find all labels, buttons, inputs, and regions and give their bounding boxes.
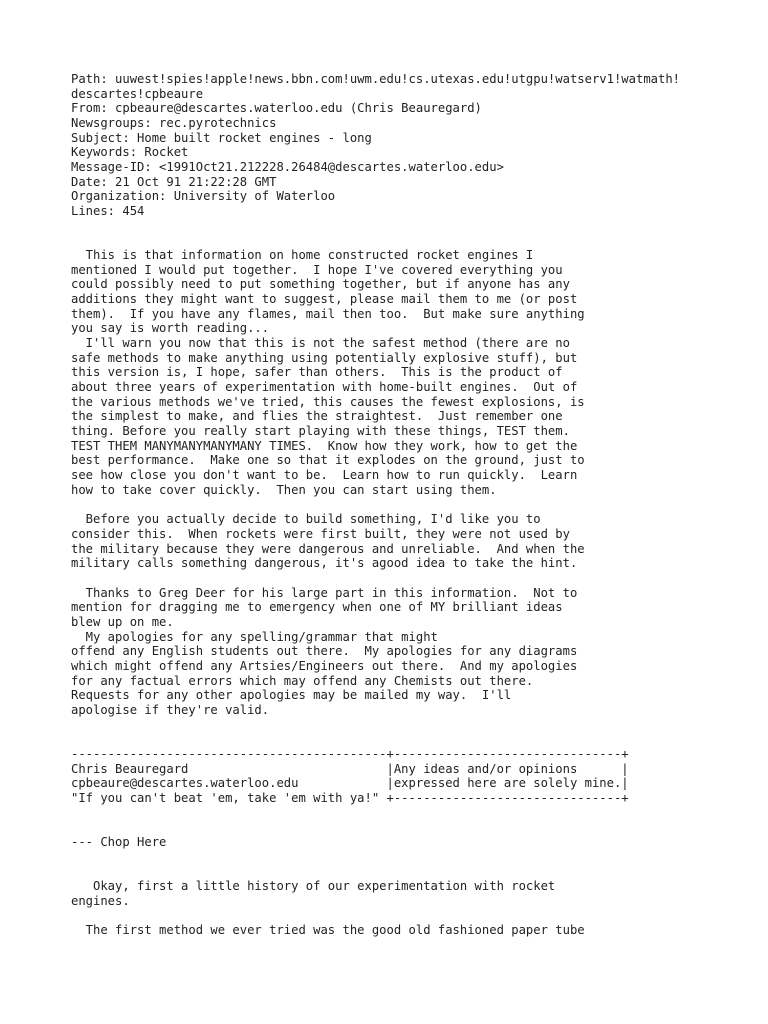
document-line: consider this. When rockets were first built, they were not used by [71,526,570,541]
document-line: Before you actually decide to build something, I'd like you to [71,512,541,527]
document-line: which might offend any Artsies/Engineers out there. And my apologies [71,658,578,673]
document-line: them). If you have any flames, mail then too. But make sure anything [71,306,585,321]
document-line: about three years of experimentation with home-built engines. Out of [71,380,578,395]
document-line [71,850,751,865]
document-line: additions they might want to suggest, please mail them to me (or post [71,292,578,307]
document-line: Thanks to Greg Deer for his large part in this information. Not to [71,585,578,600]
document-line: blew up on me. [71,614,174,629]
document-line: Path: uuwest!spies!apple!news.bbn.com!uwm.edu!cs.utexas.edu!utgpu!watserv1!watmath! [71,72,681,86]
document-line [71,806,751,821]
document-line: Lines: 454 [71,204,145,219]
document-line: apologise if they're valid. [71,702,270,717]
document-line [71,571,751,586]
document-line: cpbeaure@descartes.waterloo.edu |expressed here are solely mine.| [71,776,629,791]
document-line: offend any English students out there. My apologies for any diagrams [71,644,578,659]
document-line [71,820,751,835]
document-line: military calls something dangerous, it's agood idea to take the hint. [71,556,578,571]
document-line: Message-ID: <1991Oct21.212228.26484@descartes.waterloo.edu> [71,160,504,175]
document-line [71,732,751,747]
document-line: could possibly need to put something together, but if anyone has any [71,277,570,292]
document-line: this version is, I hope, safer than others. This is the product of [71,365,563,380]
document-line: engines. [71,893,130,908]
document-line: best performance. Make one so that it explodes on the ground, just to [71,453,585,468]
document-line: descartes!cpbeaure [71,86,204,101]
document-line: how to take cover quickly. Then you can start using them. [71,482,497,497]
document-line: I'll warn you now that this is not the safest method (there are no [71,336,570,351]
document-line: Keywords: Rocket [71,145,189,160]
document-line: Okay, first a little history of our experimentation with rocket [71,878,556,893]
document-line: From: cpbeaure@descartes.waterloo.edu (Chris Beauregard) [71,101,482,116]
document-line [71,908,751,923]
document-line: thing. Before you really start playing with these things, TEST them. [71,424,570,439]
document-page [71,72,751,938]
document-line: TEST THEM MANYMANYMANYMANY TIMES. Know how they work, how to get the [71,438,578,453]
document-line: The first method we ever tried was the good old fashioned paper tube [71,922,585,937]
document-line: Date: 21 Oct 91 21:22:28 GMT [71,174,277,189]
document-line: This is that information on home constructed rocket engines I [71,248,534,263]
document-line: the various methods we've tried, this causes the fewest explosions, is [71,394,585,409]
document-line [71,233,751,248]
document-line: the military because they were dangerous and unreliable. And when the [71,541,585,556]
document-line: -------------------------------------------+-------------------------------+ [71,746,629,761]
document-line: Chris Beauregard |Any ideas and/or opinions | [71,761,629,776]
document-line: mention for dragging me to emergency when one of MY brilliant ideas [71,600,563,615]
document-line: Organization: University of Waterloo [71,189,336,204]
document-line [71,497,751,512]
document-line [71,219,751,234]
document-line: you say is worth reading... [71,321,270,336]
document-line: Requests for any other apologies may be mailed my way. I'll [71,688,512,703]
document-line: see how close you don't want to be. Learn how to run quickly. Learn [71,468,578,483]
document-line [71,864,751,879]
document-line: Subject: Home built rocket engines - long [71,130,372,145]
document-line: the simplest to make, and flies the straightest. Just remember one [71,409,563,424]
document-line: Newsgroups: rec.pyrotechnics [71,116,277,131]
document-line: My apologies for any spelling/grammar that might [71,629,438,644]
document-line: for any factual errors which may offend any Chemists out there. [71,673,534,688]
document-line [71,718,751,733]
document-line: safe methods to make anything using potentially explosive stuff), but [71,350,578,365]
document-line: mentioned I would put together. I hope I've covered everything you [71,262,563,277]
document-line: --- Chop Here [71,834,167,849]
document-line: "If you can't beat 'em, take 'em with ya!" +-------------------------------+ [71,790,629,805]
